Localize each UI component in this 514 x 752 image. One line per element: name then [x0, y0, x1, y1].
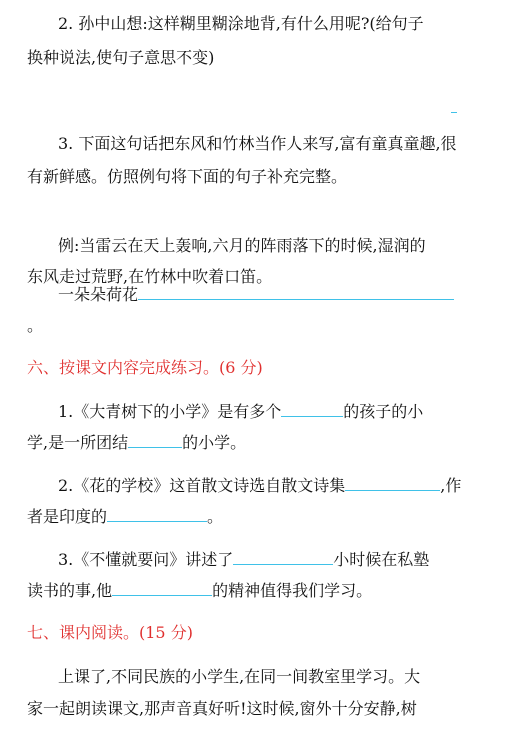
s6-q3-text-b: 小时候在私塾 [333, 550, 430, 569]
section7-heading: 七、课内阅读。(15 分) [27, 623, 193, 642]
s6-q1-text-b: 的孩子的小 [343, 402, 424, 421]
s6-q2-text-d: 。 [207, 507, 224, 526]
s6-q2-text-a: 2.《花的学校》这首散文诗选自散文诗集 [58, 476, 346, 495]
s6-q1-row1 [58, 400, 423, 423]
s6-q3-blank2[interactable] [112, 579, 212, 596]
s6-q2-row1 [58, 474, 461, 497]
s6-q3-row2 [27, 579, 372, 602]
section6-heading: 六、按课文内容完成练习。(6 分) [27, 358, 263, 377]
s6-q2-text-b: ,作 [440, 476, 462, 495]
s7-passage-line2: 家一起朗读课文,那声音真好听!这时候,窗外十分安静,树 [27, 699, 417, 718]
s6-q3-text-d: 的精神值得我们学习。 [212, 581, 373, 600]
q2-line1: 2. 孙中山想:这样糊里糊涂地背,有什么用呢?(给句子 [58, 14, 424, 33]
q3-prompt-row [58, 283, 454, 306]
q3-example-line1: 例:当雷云在天上轰响,六月的阵雨落下的时候,湿润的 [58, 236, 426, 255]
q2-answer-blank[interactable] [451, 112, 457, 113]
s6-q2-row2 [27, 505, 223, 528]
s6-q1-text-a: 1.《大青树下的小学》是有多个 [58, 402, 282, 421]
s6-q1-text-d: 的小学。 [182, 433, 247, 452]
s6-q2-blank1[interactable] [345, 474, 440, 491]
q3-prompt: 一朵朵荷花 [58, 285, 139, 304]
s6-q3-text-a: 3.《不懂就要问》讲述了 [58, 550, 234, 569]
q3-line2: 有新鲜感。仿照例句将下面的句子补充完整。 [27, 167, 348, 186]
s6-q2-blank2[interactable] [107, 505, 207, 522]
q3-example-line2: 东风走过荒野,在竹林中吹着口笛。 [27, 267, 273, 286]
q3-answer-blank[interactable] [138, 283, 454, 300]
s6-q3-blank1[interactable] [233, 548, 333, 565]
s7-passage-line1: 上课了,不同民族的小学生,在同一间教室里学习。大 [58, 667, 421, 686]
s6-q1-row2 [27, 431, 246, 454]
q3-end-mark: 。 [27, 316, 44, 335]
q2-line2: 换种说法,使句子意思不变) [27, 48, 215, 67]
s6-q3-row1 [58, 548, 429, 571]
s6-q3-text-c: 读书的事,他 [27, 581, 113, 600]
s6-q2-text-c: 者是印度的 [27, 507, 108, 526]
s6-q1-blank1[interactable] [281, 400, 343, 417]
s6-q1-text-c: 学,是一所团结 [27, 433, 129, 452]
s6-q1-blank2[interactable] [128, 431, 182, 448]
q3-line1: 3. 下面这句话把东风和竹林当作人来写,富有童真童趣,很 [58, 134, 457, 153]
